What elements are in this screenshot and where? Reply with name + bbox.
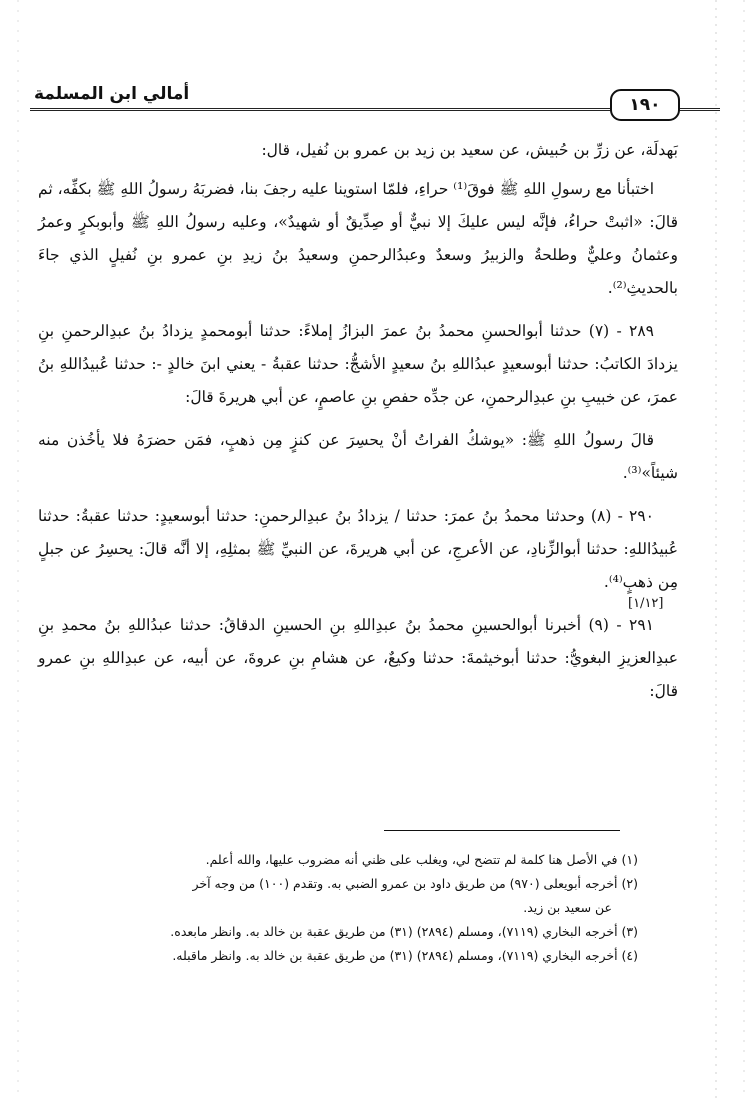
paragraph-hadith-291: ٢٩١ - (٩) أخبرنا أبوالحسينِ محمدُ بنُ عبدِاللهِ بنِ الحسينِ الدقاقُ: حدثنا عبدُاللهِ بنُ محمدِ بنِ عبدِالعزيزِ البغويُّ: حدثنا أبوخيثمةَ: حدثنا وكيعٌ، عن هشامِ بنِ عروةَ، عن أبيه، عن عبدِاللهِ بنِ عمرو قالَ:	[38, 616, 678, 700]
manuscript-folio-reference: [١/١٢]	[628, 596, 664, 611]
page-header	[30, 84, 720, 126]
paragraph-hadith-290: ٢٩٠ - (٨) وحدثنا محمدُ بنُ عمرَ: حدثنا / يزدادُ بنُ عبدِالرحمنِ: حدثنا أبوسعيدٍ: حدثنا عقبةُ: حدثنا عُبيدُاللهِ: حدثنا أبوالزِّنادِ، عن الأعرجِ، عن أبي هريرةَ، عن النبيِّ ﷺ بمثلِهِ، إلا أنَّه قالَ: يحسِرُ عن جبلٍ مِن ذهبٍ⁽⁴⁾.	[38, 507, 678, 591]
footnote-1: (١) في الأصل هنا كلمة لم تتضح لي، ويغلب على ظني أنه مضروب عليها، والله أعلم.	[205, 852, 638, 867]
paragraph-hadith-hira: اختبأنا مع رسولِ اللهِ ﷺ فوقَ⁽¹⁾ حراءِ، فلمّا استوينا عليه رجفَ بنا، فضربَهُ رسولُ اللهِ ﷺ بكفِّه، ثم قالَ: «اثبتْ حراءُ، فإنَّه ليس عليكَ إلا نبيٌّ أو صِدِّيقٌ أو شهيدٌ»، وعليه رسولُ اللهِ ﷺ وأبوبكرٍ وعمرُ وعثمانُ وعليٌّ وطلحةُ والزبيرُ وسعدٌ وعبدُالرحمنِ وسعيدُ بنُ زيدِ بنِ عمرو بنِ نُفيلٍ الذي جاءَ بالحديثِ⁽²⁾.	[38, 180, 678, 297]
footnote-4: (٤) أخرجه البخاري (٧١١٩)، ومسلم (٢٨٩٤) (٣١) من طريق عقبة بن خالد به. وانظر ماقبله.	[172, 948, 638, 963]
footnotes	[80, 848, 638, 968]
footnote-2: (٢) أخرجه أبويعلى (٩٧٠) من طريق داود بن عمرو الضبي به. وتقدم (١٠٠) من وجه آخر	[192, 876, 638, 891]
paragraph-hadith-289-text: قالَ رسولُ اللهِ ﷺ: «يوشكُ الفراتُ أنْ يحسِرَ عن كنزٍ مِن ذهبٍ، فمَن حضرَهُ فلا يأخُذن منه شيئاً»⁽³⁾.	[38, 431, 678, 482]
paragraph-hadith-289: ٢٨٩ - (٧) حدثنا أبوالحسنِ محمدُ بنُ عمرَ البزازُ إملاءً: حدثنا أبومحمدٍ يزدادُ بنُ عبدِالرحمنِ بنِ يزدادَ الكاتبُ: حدثنا أبوسعيدٍ عبدُاللهِ بنُ سعيدٍ الأشجُّ: حدثنا عقبةُ - يعني ابنَ خالدٍ -: حدثنا عُبيدُاللهِ بنُ عمرَ، عن خبيبِ بنِ عبدِالرحمنِ، عن جدِّه حفصِ بنِ عاصمٍ، عن أبي هريرةَ قالَ:	[38, 322, 678, 406]
paragraph-continuation: بَهدلَة، عن زرِّ بن حُبيش، عن سعيد بن زيد بن عمرو بن نُفيل، قال:	[261, 141, 678, 159]
footnote-3: (٣) أخرجه البخاري (٧١١٩)، ومسلم (٢٨٩٤) (٣١) من طريق عقبة بن خالد به. وانظر مابعده.	[170, 924, 638, 939]
footnote-separator	[384, 830, 620, 831]
main-text	[38, 134, 678, 718]
page-number: ١٩٠	[610, 89, 680, 121]
footnote-2-continuation: عن سعيد بن زيد.	[523, 900, 612, 915]
book-title: أمالي ابن المسلمة	[30, 84, 193, 104]
